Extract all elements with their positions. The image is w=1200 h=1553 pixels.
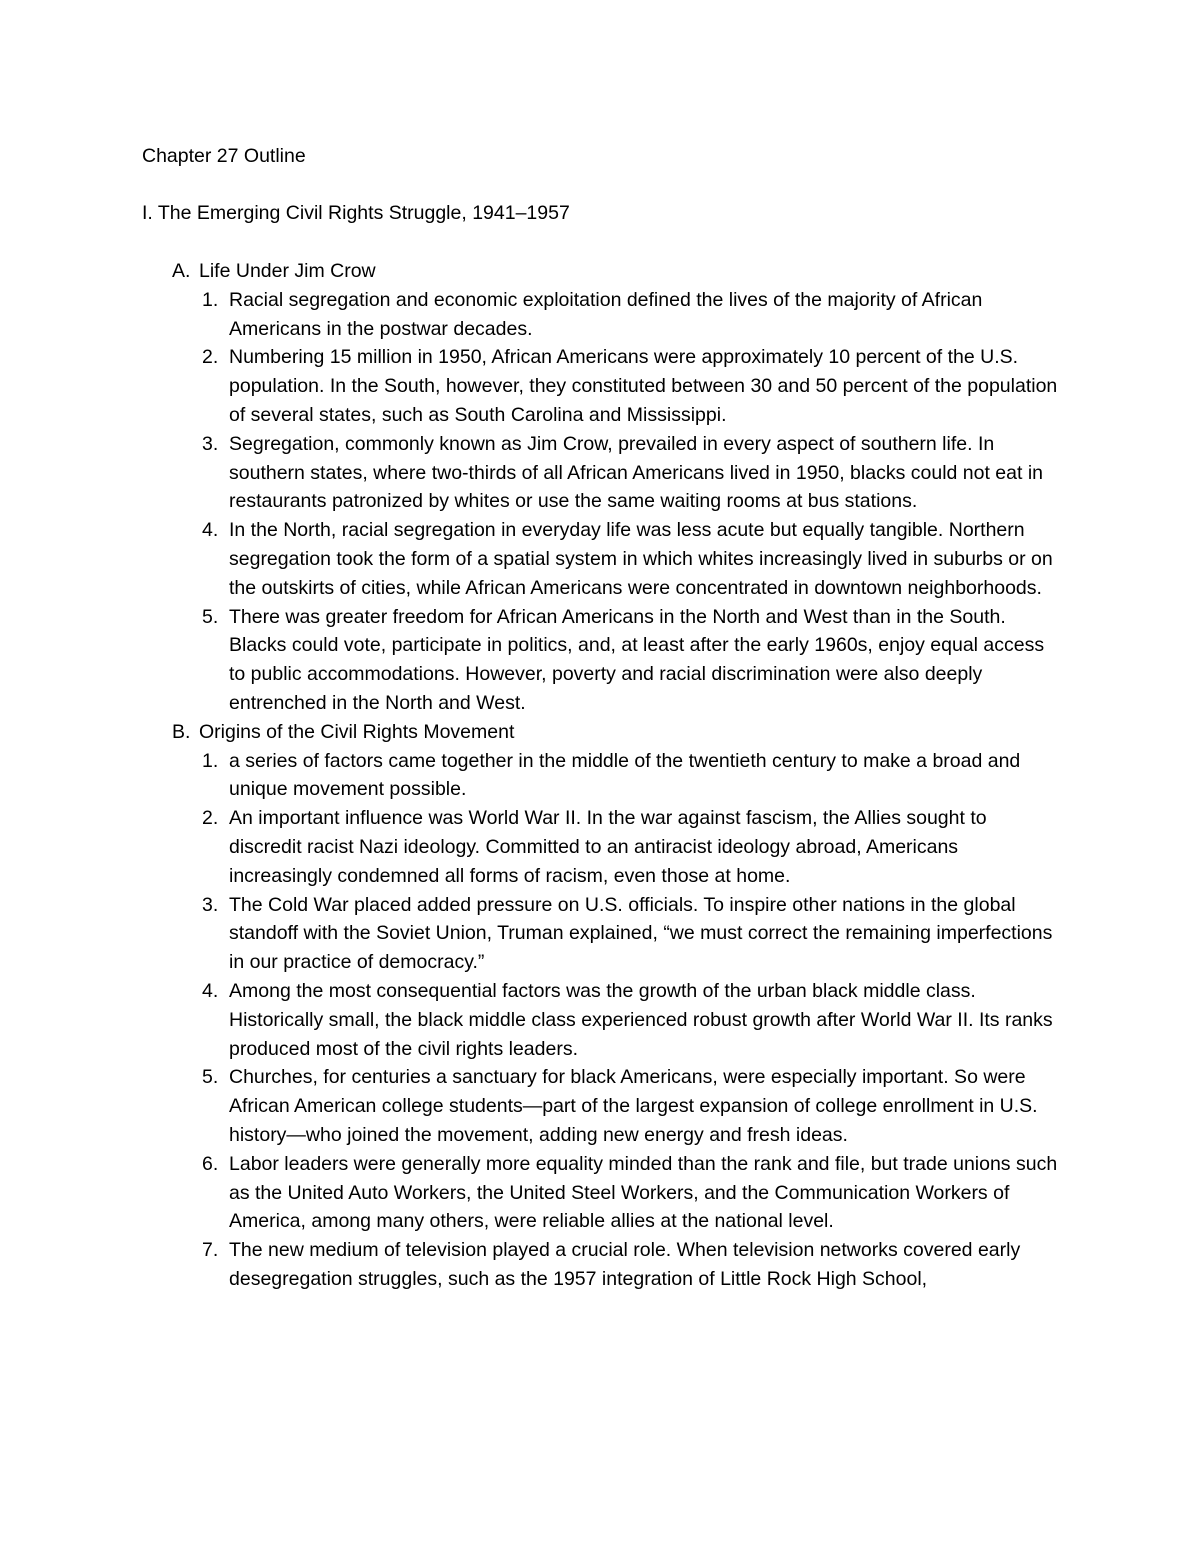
list-item	[0, 343, 1200, 429]
list-item-text: The new medium of television played a crucial role. When television networks covered early desegregation struggles, such as the 1957 integration of Little Rock High School,	[229, 1239, 1021, 1290]
list-item-number: 5.	[202, 1066, 219, 1089]
list-item-text: Labor leaders were generally more equality minded than the rank and file, but trade unions such as the United Auto Workers, the United Steel Workers, and the Communication Workers of America, among many others, were reliable allies at the national level.	[229, 1152, 1058, 1233]
list-item	[0, 804, 1200, 890]
list-item-text: Racial segregation and economic exploitation defined the lives of the majority of African Americans in the postwar decades.	[229, 288, 983, 340]
list-item	[0, 977, 1200, 1063]
list-item-text: Among the most consequential factors was the growth of the urban black middle class. Historically small, the black middle class experienced robust growth after World War II. Its ranks produced most of the civil rights leaders.	[229, 979, 1053, 1060]
subsection-title: Origins of the Civil Rights Movement	[199, 720, 515, 743]
list-item-text: An important influence was World War II. In the war against fascism, the Allies sought to discredit racist Nazi ideology. Committed to an antiracist ideology abroad, Americans increasingly condemned all forms of racism, even those at home.	[229, 807, 987, 887]
list-item-text: Numbering 15 million in 1950, African Americans were approximately 10 percent of the U.S. population. In the South, however, they constituted between 30 and 50 percent of the population of several states, such as South Carolina and Mississippi.	[229, 346, 1058, 426]
subsection-marker: B.	[172, 720, 191, 743]
list-item-text: In the North, racial segregation in everyday life was less acute but equally tangible. Northern segregation took the form of a spatial system in which whites increasingly lived in suburbs or on the outskirts of cities, while African Americans were concentrated in downtown neighborhoods.	[229, 519, 1053, 599]
list-item-text: The Cold War placed added pressure on U.S. officials. To inspire other nations in the global standoff with the Soviet Union, Truman explained, “we must correct the remaining imperfections in our practice of democracy.”	[229, 893, 1053, 974]
list-item-number: 3.	[202, 893, 219, 916]
numbered-list	[0, 747, 1200, 1294]
list-item	[0, 1150, 1200, 1236]
list-item	[0, 603, 1200, 718]
list-item	[0, 1063, 1200, 1149]
list-item-number: 1.	[202, 288, 219, 311]
list-item-text: Churches, for centuries a sanctuary for black Americans, were especially important. So were African American college students—part of the largest expansion of college enrollment in U.S. history—who joined the movement, adding new energy and fresh ideas.	[229, 1066, 1038, 1146]
list-item-number: 7.	[202, 1239, 219, 1262]
subsection-title: Life Under Jim Crow	[199, 260, 376, 282]
list-item-number: 3.	[202, 432, 219, 455]
subsection-heading	[0, 718, 1200, 747]
list-item-text: There was greater freedom for African Americans in the North and West than in the South. Blacks could vote, participate in politics, and, at least after the early 1960s, enjoy equal access to public accommodations. However, poverty and racial discrimination were also deeply entrenched in the North and West.	[229, 605, 1045, 714]
subsection-marker: A.	[172, 260, 191, 282]
section-heading: I. The Emerging Civil Rights Struggle, 1941–1957	[142, 202, 570, 224]
subsection-origins-civil-rights	[0, 718, 1200, 1294]
numbered-list	[0, 286, 1200, 718]
list-item-number: 2.	[202, 807, 219, 830]
list-item	[0, 516, 1200, 602]
outline-body	[0, 257, 1200, 1294]
subsection-life-under-jim-crow	[0, 257, 1200, 718]
list-item-number: 6.	[202, 1152, 219, 1175]
list-item-number: 2.	[202, 346, 219, 369]
list-item-number: 1.	[202, 749, 219, 772]
subsection-heading	[0, 257, 1200, 286]
list-item-number: 4.	[202, 979, 219, 1002]
list-item	[0, 286, 1200, 344]
list-item	[0, 891, 1200, 977]
list-item-text: Segregation, commonly known as Jim Crow, prevailed in every aspect of southern life. In southern states, where two-thirds of all African Americans lived in 1950, blacks could not eat in restaurants patronized by whites or use the same waiting rooms at bus stations.	[229, 432, 1044, 513]
list-item	[0, 430, 1200, 516]
list-item-number: 5.	[202, 605, 219, 628]
list-item	[0, 1236, 1200, 1294]
list-item-text: a series of factors came together in the middle of the twentieth century to make a broad and unique movement possible.	[229, 749, 1021, 801]
document-title: Chapter 27 Outline	[142, 145, 306, 167]
list-item-number: 4.	[202, 519, 219, 542]
list-item	[0, 747, 1200, 805]
